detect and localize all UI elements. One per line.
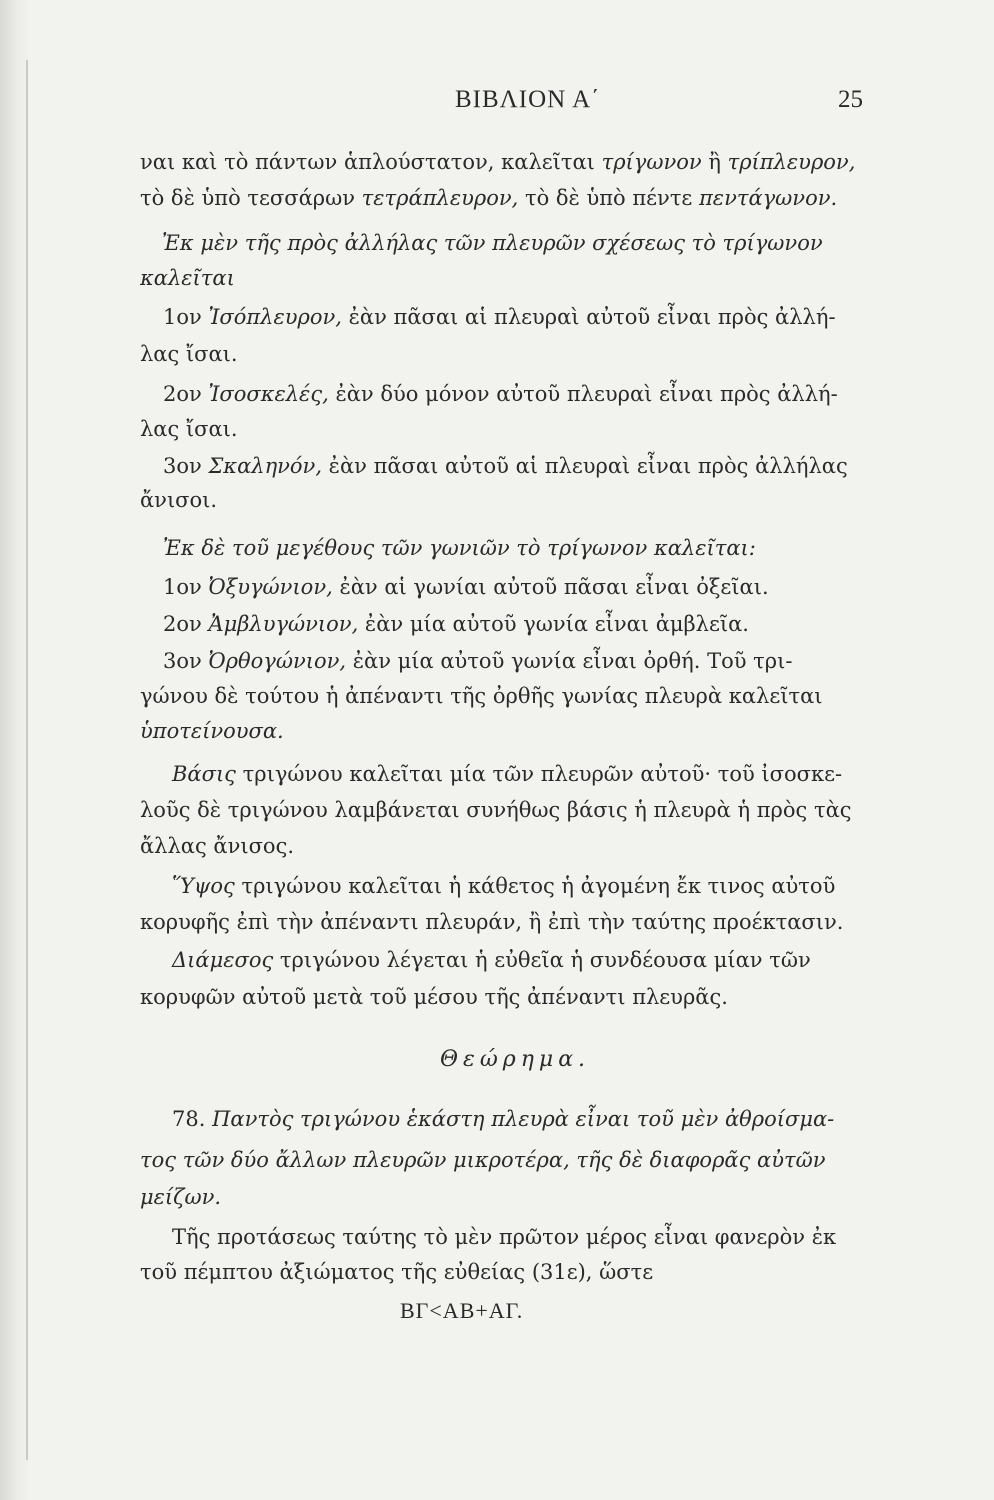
text-line: ὑποτείνουσα. <box>140 719 284 743</box>
text-span: τὸ δὲ ὑπὸ πέντε <box>518 186 699 210</box>
term: πεντάγωνον. <box>699 186 838 210</box>
text-span: ἐὰν πᾶσαι αὐτοῦ αἱ πλευραὶ εἶναι πρὸς ἀλλήλας <box>322 454 848 478</box>
theorem-number: 78. <box>172 1107 213 1131</box>
term: Ἰσοσκελές, <box>208 382 329 406</box>
page-number: 25 <box>838 86 863 113</box>
ordinal: 3ον <box>163 649 209 673</box>
text-line <box>172 950 811 971</box>
text-line <box>140 152 855 173</box>
list-item <box>163 614 749 635</box>
text-line: τοῦ πέμπτου ἀξιώματος τῆς εὐθείας (31ε), ὥστε <box>140 1260 654 1284</box>
list-item <box>163 307 836 328</box>
term: Διάμεσος <box>172 948 274 972</box>
text-span: ἐὰν δύο μόνον αὐτοῦ πλευραὶ εἶναι πρὸς ἀλλή- <box>328 382 838 406</box>
text-span: ἢ <box>701 150 728 174</box>
term: Ὀξυγώνιον, <box>208 575 333 599</box>
text-line: κορυφῶν αὐτοῦ μετὰ τοῦ μέσου τῆς ἀπέναντι πλευρᾶς. <box>140 985 728 1009</box>
text-span: ναι καὶ τὸ πάντων ἁπλούστατον, καλεῖται <box>140 150 602 174</box>
list-item <box>163 577 769 598</box>
ordinal: 3ον <box>163 454 209 478</box>
ordinal: 1ον <box>163 305 209 329</box>
text-line: λας ἴσαι. <box>140 417 238 441</box>
text-span: τριγώνου καλεῖται ἡ κάθετος ἡ ἀγομένη ἔκ τινος αὐτοῦ <box>234 874 836 898</box>
ordinal: 1ον <box>163 575 209 599</box>
ordinal: 2ον <box>163 612 209 636</box>
term: Ὕψος <box>172 874 235 898</box>
text-line: κορυφῆς ἐπὶ τὴν ἀπέναντι πλευράν, ἢ ἐπὶ τὴν ταύτης προέκτασιν. <box>140 910 844 934</box>
text-line: λας ἴσαι. <box>140 342 238 366</box>
term: Ὀρθογώνιον, <box>208 649 347 673</box>
term: Βάσις <box>172 762 236 786</box>
text-span: ἐὰν αἱ γωνίαι αὐτοῦ πᾶσαι εἶναι ὀξεῖαι. <box>332 575 769 599</box>
text-line: τος τῶν δύο ἄλλων πλευρῶν μικροτέρα, τῆς δὲ διαφορᾶς αὐτῶν <box>140 1148 826 1172</box>
inequality-formula: ΒΓ<ΑΒ+ΑΓ. <box>400 1298 524 1323</box>
list-item <box>163 456 848 477</box>
text-line <box>172 876 835 897</box>
ordinal: 2ον <box>163 382 209 406</box>
text-line: Τῆς προτάσεως ταύτης τὸ μὲν πρῶτον μέρος εἶναι φανερὸν ἐκ <box>172 1225 837 1249</box>
text-span: τριγώνου λέγεται ἡ εὐθεῖα ἡ συνδέουσα μίαν τῶν <box>273 948 811 972</box>
list-item <box>163 384 838 405</box>
text-span: τριγώνου καλεῖται μία τῶν πλευρῶν αὐτοῦ· τοῦ ἰσοσκε- <box>235 762 843 786</box>
term: Σκαληνόν, <box>208 454 322 478</box>
text-line: ἄλλας ἄνισος. <box>140 834 295 858</box>
text-line <box>140 188 837 209</box>
term: τετράπλευρον, <box>361 186 519 210</box>
term: Ἀμβλυγώνιον, <box>208 612 359 636</box>
text-line: Ἐκ μὲν τῆς πρὸς ἀλλήλας τῶν πλευρῶν σχέσεως τὸ τρίγωνον <box>162 231 823 255</box>
text-line: μείζων. <box>140 1185 222 1209</box>
page-fold-line <box>26 60 28 1460</box>
text-line: ἄνισοι. <box>140 488 218 512</box>
text-span: ἐὰν πᾶσαι αἱ πλευραὶ αὐτοῦ εἶναι πρὸς ἀλλή- <box>341 305 836 329</box>
list-item <box>163 651 792 672</box>
text-line: Ἐκ δὲ τοῦ μεγέθους τῶν γωνιῶν τὸ τρίγωνον καλεῖται: <box>163 536 756 560</box>
text-line: λοῦς δὲ τριγώνου λαμβάνεται συνήθως βάσις ἡ πλευρὰ ἡ πρὸς τὰς <box>140 798 852 822</box>
running-header-title: ΒΙΒΛΙΟΝ Α΄ <box>455 86 601 113</box>
term: τρίπλευρον, <box>727 150 856 174</box>
term: Ἰσόπλευρον, <box>208 305 342 329</box>
text-span: ἐὰν μία αὐτοῦ γωνία εἶναι ὀρθή. Τοῦ τρι- <box>346 649 793 673</box>
text-line: καλεῖται <box>140 266 235 290</box>
text-line <box>172 764 842 785</box>
text-span: Παντὸς τριγώνου ἑκάστη πλευρὰ εἶναι τοῦ μὲν ἀθροίσμα- <box>212 1107 835 1131</box>
text-line: γώνου δὲ τούτου ἡ ἀπέναντι τῆς ὀρθῆς γωνίας πλευρὰ καλεῖται <box>140 684 823 708</box>
term: τρίγωνον <box>601 150 702 174</box>
theorem-statement <box>172 1109 834 1130</box>
text-span: τὸ δὲ ὑπὸ τεσσάρων <box>140 186 362 210</box>
theorem-heading: Θεώρημα. <box>440 1047 591 1072</box>
text-span: ἐὰν μία αὐτοῦ γωνία εἶναι ἀμβλεῖα. <box>358 612 749 636</box>
